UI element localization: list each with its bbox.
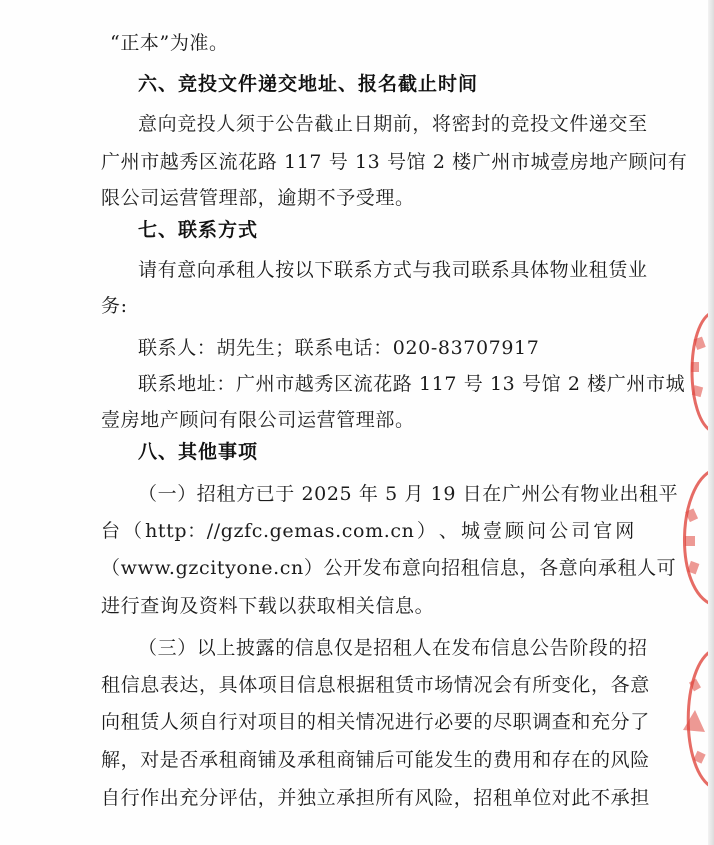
paragraph-line: 请有意向承租人按以下联系方式与我司联系具体物业租赁业 [138,259,648,281]
text-fragment: 台 [101,520,121,542]
text-fragment: 问 [527,520,547,542]
paragraph-line: 向租赁人须自行对项目的相关情况进行必要的尽职调查和充分了 [101,711,650,733]
paragraph-line: （一）招租方已于 2025 年 5 月 19 日在广州公有物业出租平 [138,483,679,505]
paragraph-line: 进行查询及资料下载以获取相关信息。 [101,595,435,617]
paragraph-line: 限公司运营管理部，逾期不予受理。 [101,187,415,209]
text-fragment: 顾 [505,520,525,542]
paragraph-line: 壹房地产顾问有限公司运营管理部。 [101,409,415,431]
text-fragment: 网 [615,520,635,542]
text-fragment: （ [123,520,143,542]
paragraph-line: （三）以上披露的信息仅是招租人在发布信息公告阶段的招 [138,637,648,659]
text-fragment: 、 [438,520,459,542]
paragraph-line: 自行作出充分评估，并独立承担所有风险，招租单位对此不承担 [101,787,650,809]
paragraph-line: 解，对是否承租商铺及承租商铺后可能发生的费用和存在的风险 [101,749,650,771]
paragraph-line: 广州市越秀区流花路 117 号 13 号馆 2 楼广州市城壹房地产顾问有 [101,151,688,173]
text-fragment: 司 [571,520,591,542]
paragraph-line: 意向竞投人须于公告截止日期前，将密封的竞投文件递交至 [138,113,648,135]
text-fragment: 官 [593,520,613,542]
text-line: “正本”为准。 [110,32,229,54]
paragraph-line: （www.gzcityone.cn）公开发布意向招租信息，各意向承租人可 [101,557,677,579]
paragraph-line: 务: [101,295,128,317]
contact-address-line: 联系地址：广州市越秀区流花路 117 号 13 号馆 2 楼广州市城 [138,373,686,395]
text-fragment: ） [416,520,437,542]
contact-person-line: 联系人：胡先生；联系电话：020-83707917 [138,337,540,359]
text-fragment: 壹 [483,520,503,542]
platform-url: http：//gzfc.gemas.com.cn [145,520,415,542]
paragraph-line: 租信息表达，具体项目信息根据租赁市场情况会有所变化，各意 [101,674,650,696]
section-heading: 六、竞投文件递交地址、报名截止时间 [138,73,479,95]
section-heading: 八、其他事项 [138,441,259,463]
text-fragment: 城 [460,520,481,542]
text-fragment: 公 [549,520,569,542]
section-heading: 七、联系方式 [138,219,259,241]
paragraph-line-justified [101,519,635,543]
page-edge-shadow [708,0,714,845]
